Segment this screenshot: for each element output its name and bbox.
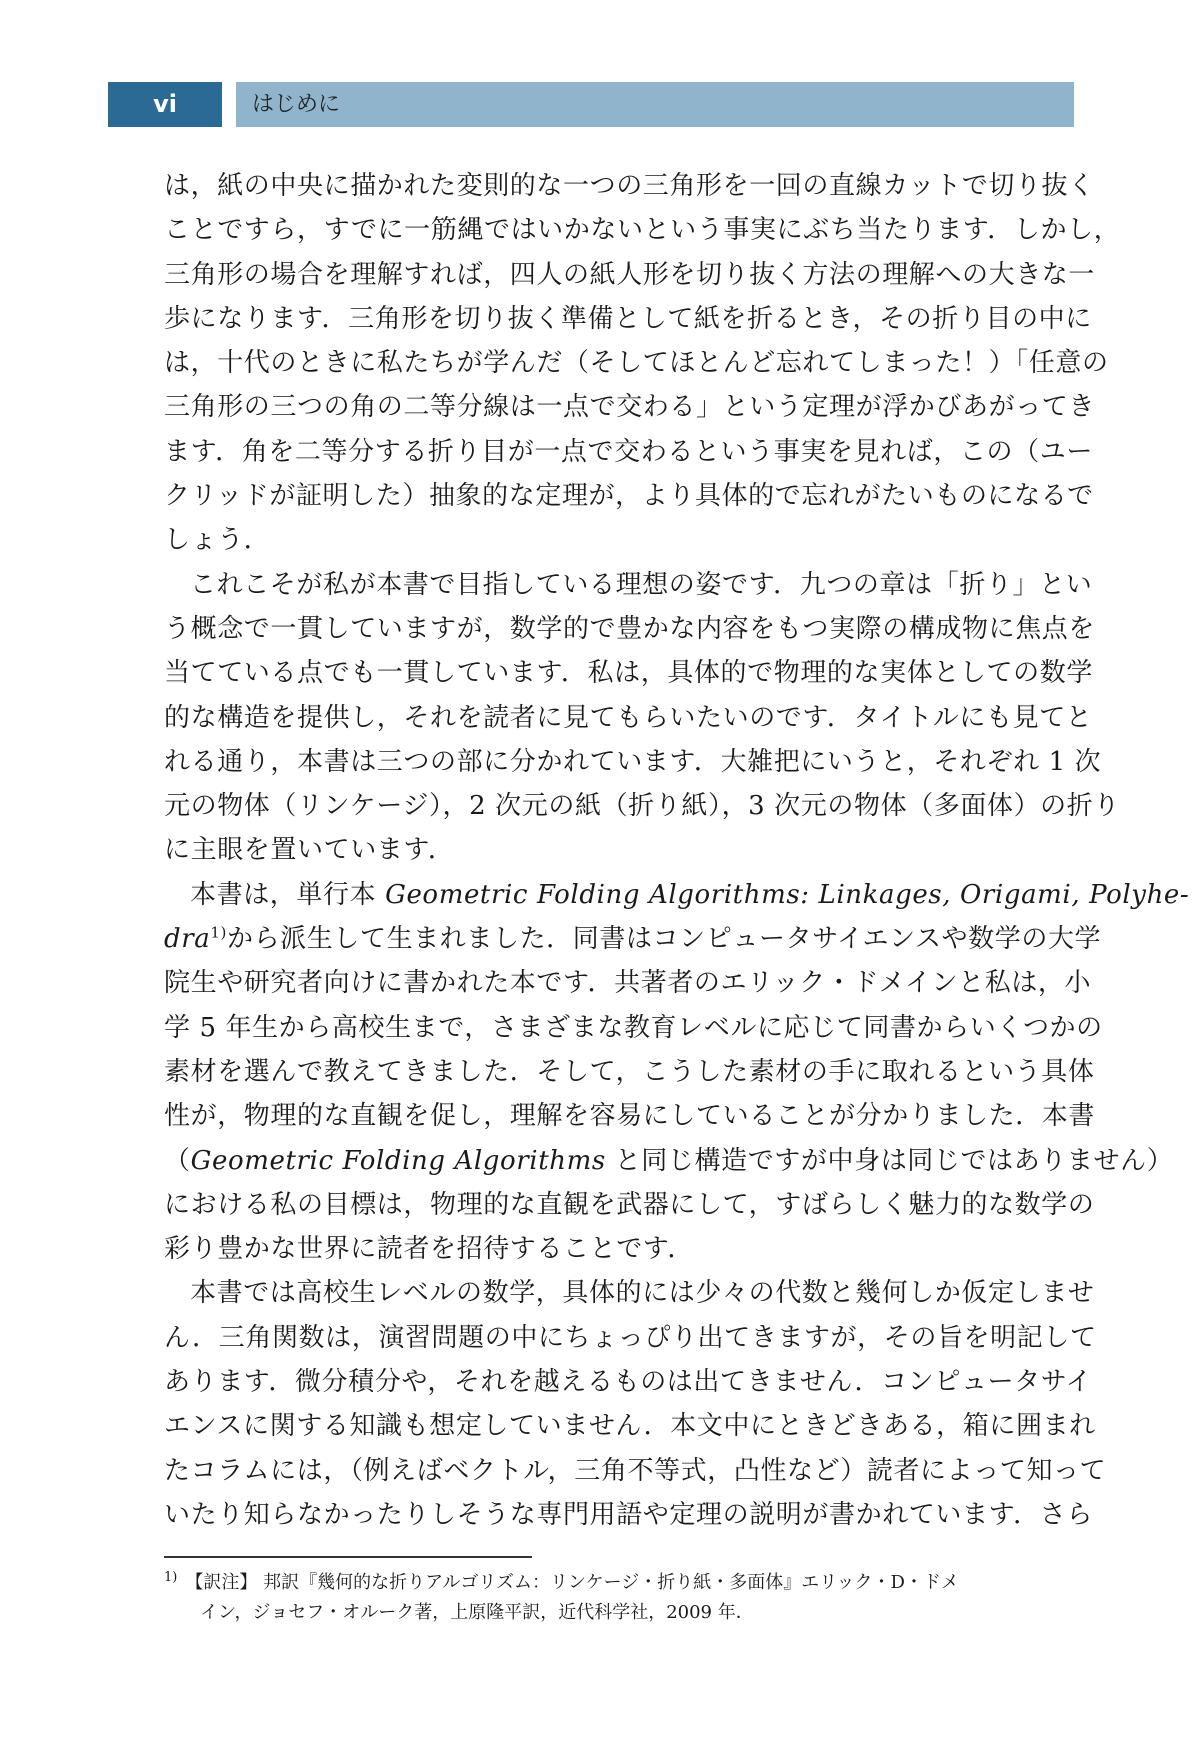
- text-line: しょう．: [164, 525, 271, 556]
- chapter-title: はじめに: [252, 92, 341, 117]
- footnote-line: [164, 1563, 1076, 1598]
- text-line: 的な構造を提供し，それを読者に見てもらいたいのです．タイトルにも見てと: [164, 702, 1093, 733]
- paragraph-start: 本書では高校生レベルの数学，具体的には少々の代数と幾何しか仮定しませ: [190, 1278, 1095, 1309]
- text-line: ん．三角関数は，演習問題の中にちょっぴり出てきますが，その旨を明記して: [164, 1322, 1097, 1353]
- text-line: 元の物体（リンケージ），2 次元の紙（折り紙），3 次元の物体（多面体）の折り: [164, 791, 1120, 822]
- text-line: は，紙の中央に描かれた変則的な一つの三角形を一回の直線カットで切り抜く: [164, 171, 1095, 201]
- text-line: [164, 1139, 1174, 1183]
- text-line: う概念で一貫していますが，数学的で豊かな内容をもつ実際の構成物に焦点を: [164, 613, 1096, 644]
- text-line: ます．角を二等分する折り目が一点で交わるという事実を見れば，この（ユー: [164, 436, 1093, 467]
- text-line: いたり知らなかったりしそうな専門用語や定理の説明が書かれています．さら: [164, 1499, 1093, 1530]
- footnote-ref[interactable]: 1): [210, 923, 227, 942]
- text-line: あります．微分積分や，それを越えるものは出てきません．コンピュータサイ: [164, 1367, 1093, 1398]
- footnote-line: イン，ジョセフ・オルーク著，上原隆平訳，近代科学社，2009 年．: [200, 1602, 754, 1623]
- book-title-cont: dra: [164, 924, 211, 955]
- text-line: 性が，物理的な直観を促し，理解を容易にしていることが分かりました．本書: [164, 1101, 1096, 1132]
- text-line: における私の目標は，物理的な直観を武器にして，すばらしく魅力的な数学の: [164, 1189, 1095, 1220]
- text-run: と同じ構造ですが中身は同じではありません）: [614, 1145, 1174, 1176]
- text-line: 彩り豊かな世界に読者を招待することです．: [164, 1234, 694, 1265]
- text-line: れる通り，本書は三つの部に分かれています．大雑把にいうと，それぞれ 1 次: [164, 746, 1102, 777]
- paren-open: （: [164, 1145, 191, 1176]
- paragraph-start: [164, 873, 1190, 917]
- text-line: は，十代のときに私たちが学んだ（そしてほとんど忘れてしまった！）「任意の: [164, 348, 1109, 379]
- text-run: 本書は，単行本: [190, 879, 377, 910]
- body-text: [164, 164, 1190, 1537]
- text-line: エンスに関する知識も想定していません．本文中にときどきある，箱に囲まれ: [164, 1411, 1096, 1442]
- book-title: Geometric Folding Algorithms: Linkages, Origami, Polyhe-: [385, 879, 1190, 910]
- text-line: 院生や研究者向けに書かれた本です．共著者のエリック・ドメインと私は，小: [164, 968, 1092, 999]
- text-line: 三角形の三つの角の二等分線は一点で交わる」という定理が浮かびあがってき: [164, 392, 1096, 423]
- text-line: 素材を選んで教えてきました．そして，こうした素材の手に取れるという具体: [164, 1056, 1095, 1087]
- book-title: Geometric Folding Algorithms: [190, 1145, 606, 1176]
- text-run: から派生して生まれました．同書はコンピュータサイエンスや数学の大学: [226, 924, 1102, 955]
- running-header: [236, 82, 1074, 127]
- footnote: [164, 1563, 1076, 1628]
- text-line: 歩になります．三角形を切り抜く準備として紙を折るとき，その折り目の中に: [164, 303, 1092, 334]
- paragraph-start: これこそが私が本書で目指している理想の姿です．九つの章は「折り」とい: [190, 569, 1093, 600]
- text-line: 三角形の場合を理解すれば，四人の紙人形を切り抜く方法の理解への大きな一: [164, 259, 1096, 290]
- text-line: ことですら，すでに一筋縄ではいかないという事実にぶち当たります．しかし，: [164, 215, 1121, 246]
- text-line: 当てている点でも一貫しています．私は，具体的で物理的な実体としての数学: [164, 658, 1093, 689]
- text-line: クリッドが証明した）抽象的な定理が，より具体的で忘れがたいものになるで: [164, 481, 1094, 512]
- page-number: vi: [108, 82, 222, 127]
- text-line: に主眼を置いています．: [164, 835, 455, 866]
- footnote-text: 【訳注】 邦訳『幾何的な折りアルゴリズム：リンケージ・折り紙・多面体』エリック・D・ドメ: [185, 1572, 959, 1593]
- text-line: 学 5 年生から高校生まで，さまざまな教育レベルに応じて同書からいくつかの: [164, 1012, 1103, 1043]
- footnote-rule: [164, 1556, 532, 1558]
- text-line: たコラムには，（例えばベクトル，三角不等式，凸性など）読者によって知って: [164, 1455, 1107, 1486]
- footnote-mark: 1): [164, 1570, 178, 1585]
- text-line: [164, 917, 1102, 961]
